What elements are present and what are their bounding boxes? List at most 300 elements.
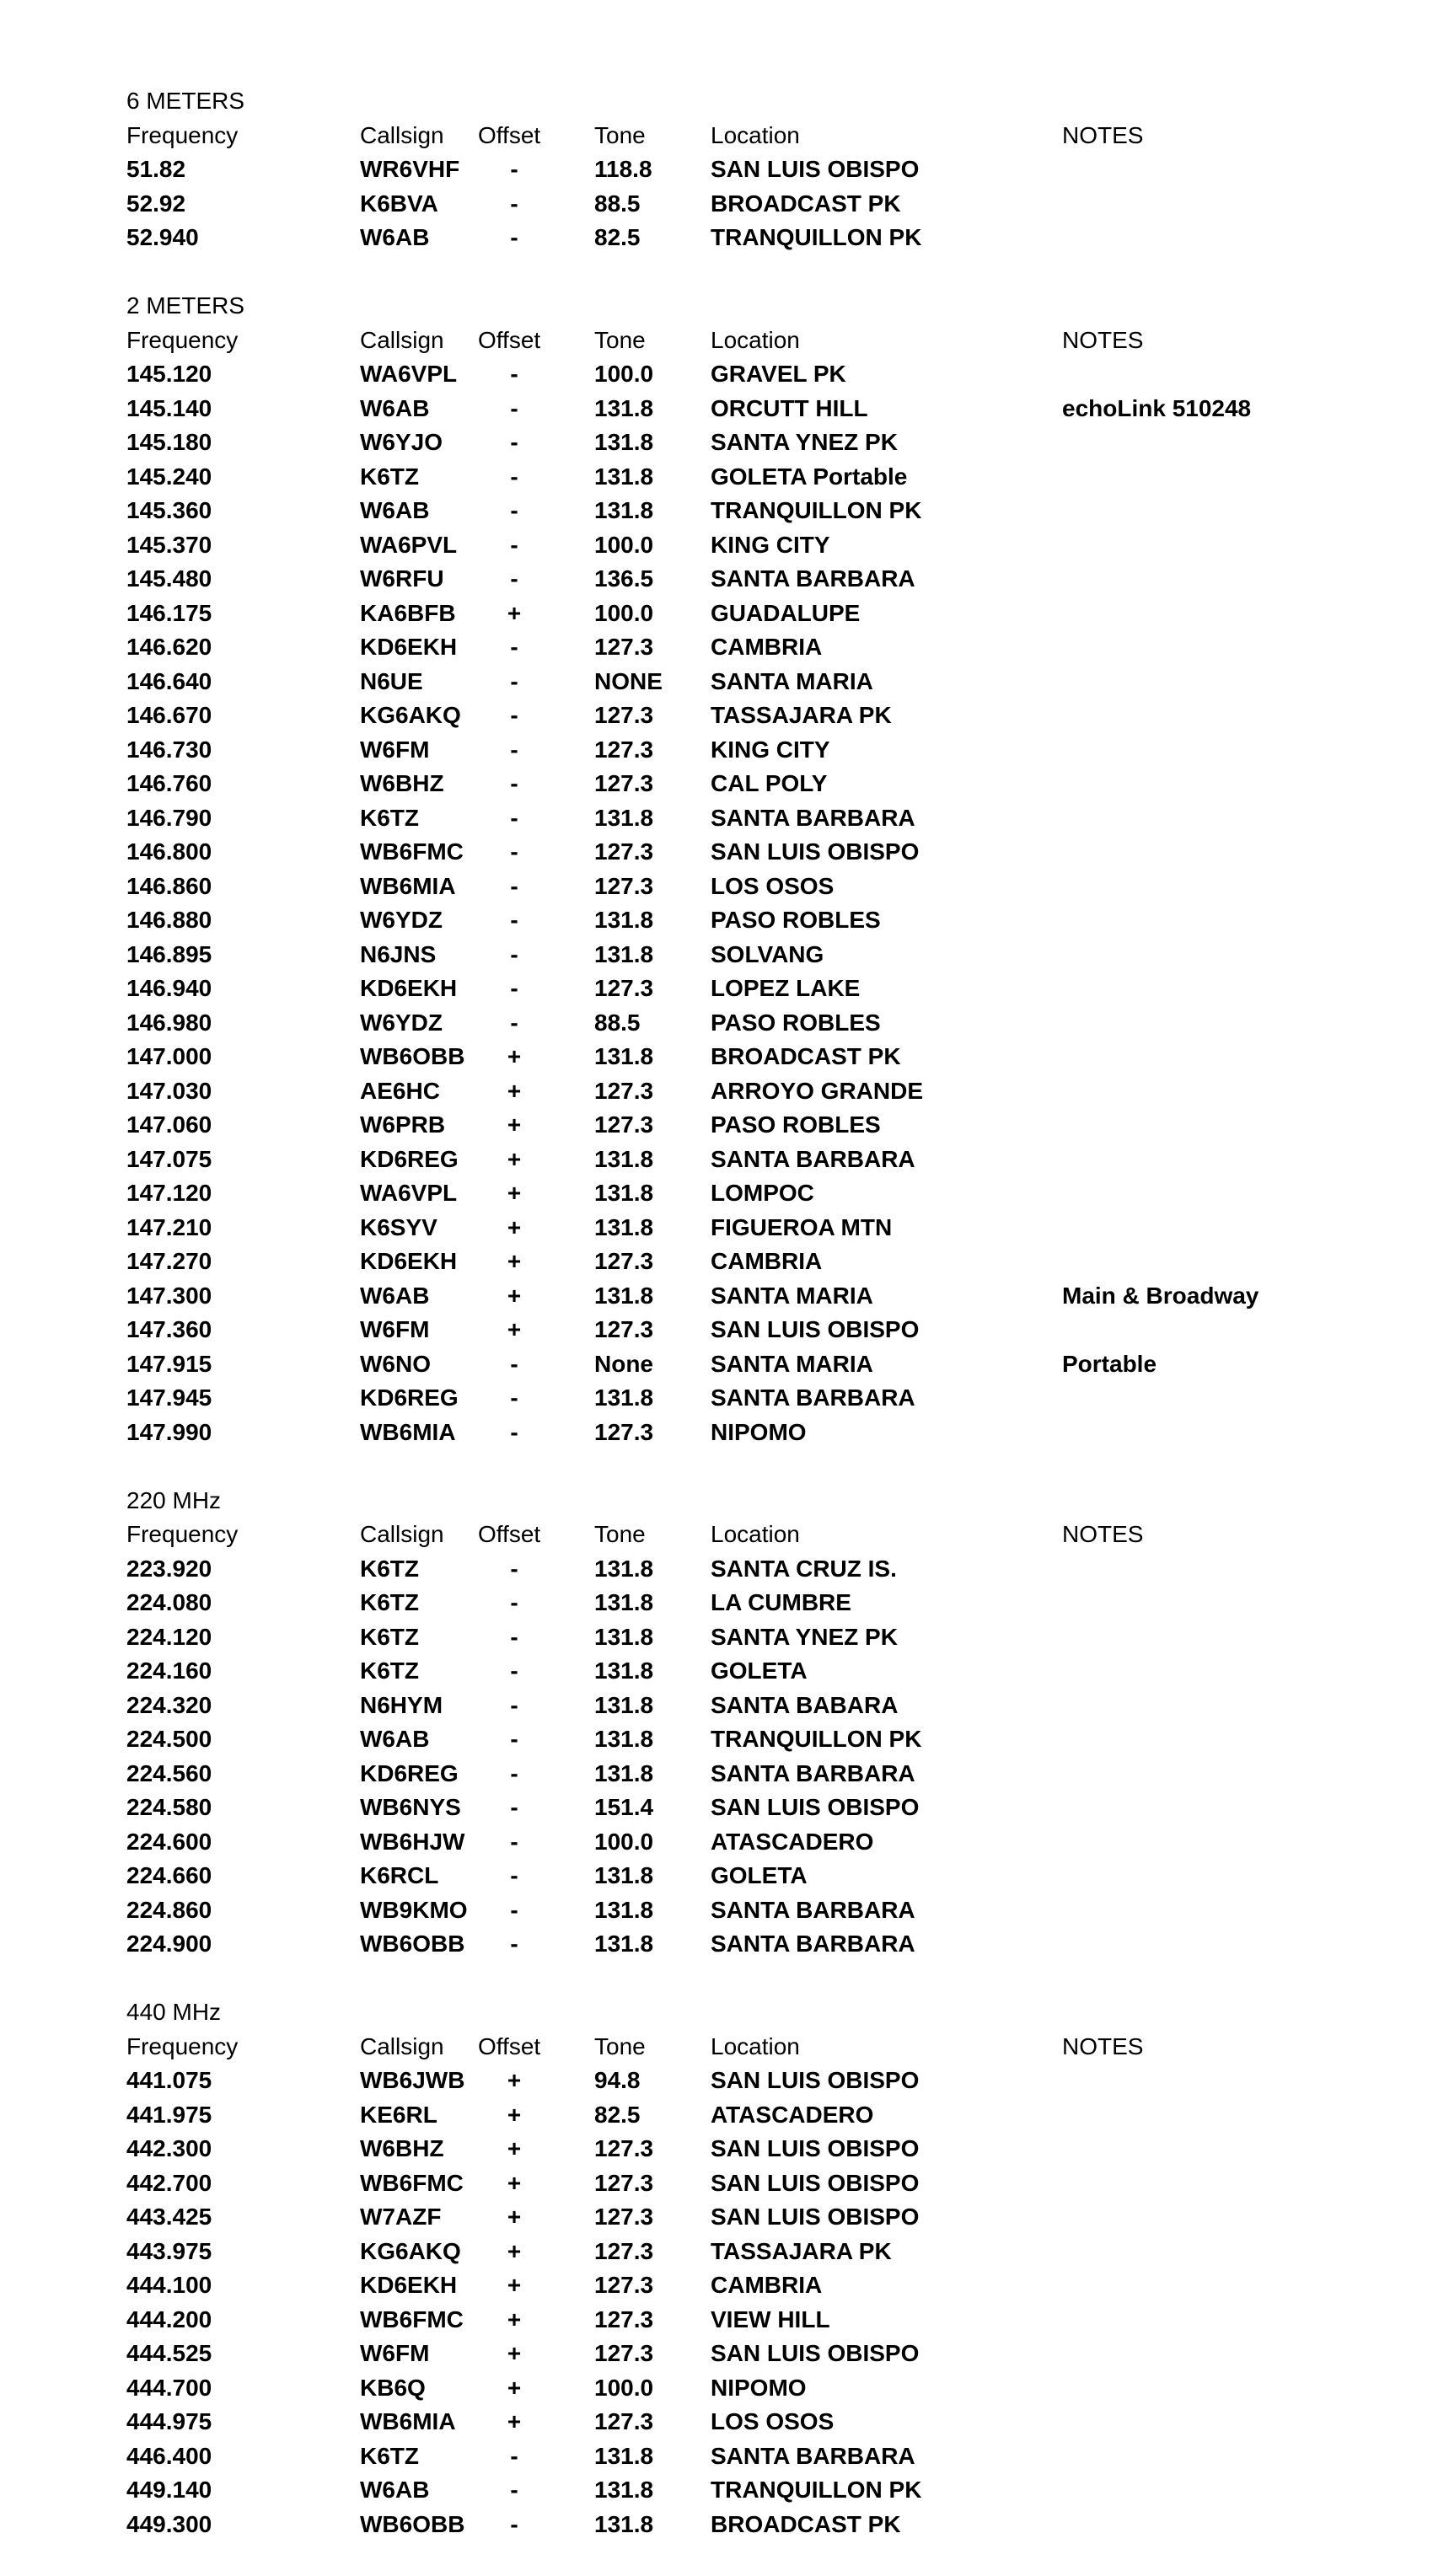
table-row — [126, 1381, 1349, 1416]
cell-location: SANTA BARBARA — [711, 565, 915, 592]
cell-frequency: 146.620 — [126, 634, 212, 660]
cell-callsign: WB6JWB — [360, 2067, 465, 2093]
cell-callsign: KG6AKQ — [360, 702, 461, 728]
cell-tone: 131.8 — [594, 1145, 654, 1172]
table-row — [126, 1620, 1349, 1655]
cell-offset: + — [507, 1213, 522, 1240]
cell-offset: + — [507, 2374, 522, 2401]
cell-callsign: WR6VHF — [360, 156, 460, 182]
table-row — [126, 153, 1349, 187]
cell-callsign: W6RFU — [360, 565, 444, 592]
cell-callsign: KA6BFB — [360, 599, 456, 626]
cell-frequency: 224.860 — [126, 1896, 212, 1923]
cell-frequency: 147.030 — [126, 1077, 212, 1104]
cell-callsign: WB6MIA — [360, 872, 456, 899]
table-row — [126, 2200, 1349, 2235]
table-row — [126, 2268, 1349, 2303]
table-row — [126, 1313, 1349, 1347]
cell-tone: 127.3 — [594, 2169, 654, 2196]
header-callsign: Callsign — [360, 1521, 444, 1547]
cell-offset: - — [510, 1726, 518, 1752]
cell-offset: + — [507, 1282, 522, 1309]
cell-location: SAN LUIS OBISPO — [711, 1316, 920, 1342]
cell-frequency: 147.945 — [126, 1384, 212, 1411]
cell-location: KING CITY — [711, 531, 830, 558]
cell-location: CAMBRIA — [711, 1248, 823, 1274]
repeater-document — [126, 84, 1349, 2576]
cell-offset: - — [510, 224, 518, 250]
cell-offset: + — [507, 2408, 522, 2434]
cell-offset: + — [507, 1111, 522, 1138]
cell-callsign: KB6Q — [360, 2374, 426, 2401]
cell-offset: + — [507, 1077, 522, 1104]
cell-offset: - — [510, 1862, 518, 1888]
table-row — [126, 460, 1349, 495]
table-row — [126, 1757, 1349, 1791]
cell-callsign: W7AZF — [360, 2204, 442, 2230]
cell-frequency: 224.500 — [126, 1726, 212, 1752]
cell-callsign: WB6FMC — [360, 2306, 464, 2332]
table-row — [126, 1416, 1349, 1450]
cell-frequency: 449.140 — [126, 2477, 212, 2503]
cell-tone: 100.0 — [594, 599, 654, 626]
cell-callsign: KD6EKH — [360, 2272, 458, 2298]
cell-callsign: K6TZ — [360, 804, 419, 831]
cell-offset: - — [510, 770, 518, 796]
cell-location: VIEW HILL — [711, 2306, 830, 2332]
table-row — [126, 494, 1349, 528]
cell-callsign: W6AB — [360, 394, 430, 421]
table-row — [126, 562, 1349, 597]
cell-callsign: KD6EKH — [360, 1248, 458, 1274]
cell-offset: + — [507, 599, 522, 626]
cell-tone: 131.8 — [594, 804, 654, 831]
header-location: Location — [711, 2032, 800, 2059]
cell-offset: - — [510, 736, 518, 763]
cell-tone: 151.4 — [594, 1794, 654, 1820]
cell-frequency: 146.940 — [126, 975, 212, 1001]
cell-offset: - — [510, 940, 518, 967]
cell-location: GOLETA — [711, 1862, 808, 1888]
cell-offset: - — [510, 1555, 518, 1582]
cell-tone: 127.3 — [594, 2408, 654, 2434]
cell-tone: 127.3 — [594, 1077, 654, 1104]
cell-callsign: WB6MIA — [360, 2408, 456, 2434]
cell-location: LA CUMBRE — [711, 1589, 851, 1615]
cell-tone: 131.8 — [594, 497, 654, 523]
cell-offset: + — [507, 2101, 522, 2128]
cell-tone: 136.5 — [594, 565, 654, 592]
cell-location: BROADCAST PK — [711, 190, 901, 217]
cell-frequency: 224.560 — [126, 1759, 212, 1786]
cell-callsign: W6BHZ — [360, 770, 444, 796]
cell-offset: + — [507, 2067, 522, 2093]
cell-location: SANTA BARBARA — [711, 1896, 915, 1923]
cell-tone: 127.3 — [594, 2340, 654, 2366]
band-section — [126, 1995, 1349, 2541]
cell-tone: 127.3 — [594, 1316, 654, 1342]
cell-frequency: 146.880 — [126, 907, 212, 933]
cell-frequency: 146.670 — [126, 702, 212, 728]
table-row — [126, 2337, 1349, 2371]
header-notes: NOTES — [1062, 326, 1144, 353]
cell-frequency: 224.160 — [126, 1658, 212, 1684]
cell-tone: 131.8 — [594, 1623, 654, 1650]
cell-callsign: WB6FMC — [360, 2169, 464, 2196]
table-row — [126, 2166, 1349, 2201]
cell-notes: echoLink 510248 — [1062, 394, 1252, 421]
cell-frequency: 444.700 — [126, 2374, 212, 2401]
table-row — [126, 528, 1349, 563]
cell-location: BROADCAST PK — [711, 1043, 901, 1069]
cell-tone: 131.8 — [594, 429, 654, 455]
cell-frequency: 146.980 — [126, 1009, 212, 1036]
cell-frequency: 441.975 — [126, 2101, 212, 2128]
cell-location: LOMPOC — [711, 1180, 814, 1206]
cell-callsign: K6TZ — [360, 1555, 419, 1582]
header-offset: Offset — [478, 121, 541, 148]
cell-frequency: 145.180 — [126, 429, 212, 455]
cell-frequency: 147.000 — [126, 1043, 212, 1069]
cell-location: TRANQUILLON PK — [711, 497, 922, 523]
band-section — [126, 84, 1349, 255]
table-row — [126, 972, 1349, 1006]
cell-callsign: W6FM — [360, 1316, 430, 1342]
cell-callsign: WB6NYS — [360, 1794, 461, 1820]
cell-offset: - — [510, 804, 518, 831]
table-row — [126, 630, 1349, 665]
table-row — [126, 2064, 1349, 2098]
cell-callsign: K6RCL — [360, 1862, 439, 1888]
cell-location: KING CITY — [711, 736, 830, 763]
cell-callsign: WB6MIA — [360, 1418, 456, 1445]
table-row — [126, 2371, 1349, 2406]
table-row — [126, 1552, 1349, 1587]
cell-tone: 100.0 — [594, 2374, 654, 2401]
cell-location: SANTA CRUZ IS. — [711, 1555, 897, 1582]
cell-frequency: 147.075 — [126, 1145, 212, 1172]
cell-frequency: 147.300 — [126, 1282, 212, 1309]
cell-frequency: 224.900 — [126, 1931, 212, 1957]
cell-callsign: KD6EKH — [360, 634, 458, 660]
table-row — [126, 597, 1349, 631]
header-notes: NOTES — [1062, 121, 1144, 148]
cell-location: SANTA BARBARA — [711, 1145, 915, 1172]
cell-tone: 127.3 — [594, 1418, 654, 1445]
cell-offset: - — [510, 497, 518, 523]
table-row — [126, 870, 1349, 904]
cell-callsign: K6BVA — [360, 190, 438, 217]
cell-offset: - — [510, 429, 518, 455]
cell-tone: 127.3 — [594, 634, 654, 660]
cell-location: TRANQUILLON PK — [711, 1726, 922, 1752]
cell-tone: 131.8 — [594, 463, 654, 490]
cell-tone: 127.3 — [594, 1248, 654, 1274]
table-row — [126, 1791, 1349, 1825]
cell-location: SAN LUIS OBISPO — [711, 2169, 920, 2196]
cell-offset: - — [510, 907, 518, 933]
cell-frequency: 146.730 — [126, 736, 212, 763]
cell-location: SANTA MARIA — [711, 667, 873, 694]
cell-tone: 131.8 — [594, 2510, 654, 2537]
cell-frequency: 146.860 — [126, 872, 212, 899]
cell-frequency: 146.760 — [126, 770, 212, 796]
cell-location: SANTA YNEZ PK — [711, 429, 898, 455]
cell-callsign: K6TZ — [360, 1623, 419, 1650]
cell-location: ATASCADERO — [711, 1828, 874, 1855]
cell-frequency: 443.975 — [126, 2237, 212, 2264]
header-offset: Offset — [478, 1521, 541, 1547]
cell-location: SAN LUIS OBISPO — [711, 2204, 920, 2230]
table-row — [126, 1143, 1349, 1177]
cell-callsign: W6PRB — [360, 1111, 446, 1138]
cell-location: CAL POLY — [711, 770, 828, 796]
header-offset: Offset — [478, 326, 541, 353]
cell-tone: 131.8 — [594, 1726, 654, 1752]
table-row — [126, 2098, 1349, 2133]
table-row — [126, 2508, 1349, 2542]
cell-callsign: KD6REG — [360, 1145, 459, 1172]
cell-frequency: 147.915 — [126, 1350, 212, 1377]
cell-offset: + — [507, 1316, 522, 1342]
header-callsign: Callsign — [360, 121, 444, 148]
table-row — [126, 1176, 1349, 1211]
cell-tone: 131.8 — [594, 1180, 654, 1206]
table-row — [126, 1279, 1349, 1314]
cell-callsign: AE6HC — [360, 1077, 440, 1104]
table-row — [126, 1347, 1349, 1382]
cell-frequency: 442.700 — [126, 2169, 212, 2196]
header-notes: NOTES — [1062, 1521, 1144, 1547]
cell-location: PASO ROBLES — [711, 1009, 881, 1036]
cell-location: ORCUTT HILL — [711, 394, 868, 421]
table-row — [126, 1654, 1349, 1689]
section-title: 2 METERS — [126, 292, 245, 319]
cell-tone: 131.8 — [594, 1759, 654, 1786]
cell-callsign: K6TZ — [360, 463, 419, 490]
cell-callsign: W6AB — [360, 2477, 430, 2503]
cell-location: SAN LUIS OBISPO — [711, 2067, 920, 2093]
table-row — [126, 1108, 1349, 1143]
cell-tone: 127.3 — [594, 2306, 654, 2332]
cell-location: TASSAJARA PK — [711, 702, 892, 728]
cell-callsign: KG6AKQ — [360, 2237, 461, 2264]
cell-callsign: WB6HJW — [360, 1828, 465, 1855]
cell-location: CAMBRIA — [711, 2272, 823, 2298]
table-row — [126, 2235, 1349, 2269]
header-tone: Tone — [594, 121, 646, 148]
cell-tone: 131.8 — [594, 1589, 654, 1615]
section-title: 220 MHz — [126, 1486, 222, 1513]
cell-tone: 127.3 — [594, 2204, 654, 2230]
cell-tone: 131.8 — [594, 940, 654, 967]
cell-location: SAN LUIS OBISPO — [711, 156, 920, 182]
cell-offset: + — [507, 1145, 522, 1172]
cell-tone: 131.8 — [594, 1384, 654, 1411]
table-row — [126, 835, 1349, 870]
cell-tone: 131.8 — [594, 1896, 654, 1923]
cell-offset: - — [510, 1759, 518, 1786]
cell-callsign: WA6PVL — [360, 531, 458, 558]
cell-frequency: 449.300 — [126, 2510, 212, 2537]
cell-tone: 127.3 — [594, 1111, 654, 1138]
cell-tone: 94.8 — [594, 2067, 641, 2093]
cell-frequency: 224.600 — [126, 1828, 212, 1855]
cell-offset: - — [510, 1931, 518, 1957]
cell-callsign: WB6OBB — [360, 1043, 465, 1069]
cell-callsign: W6FM — [360, 2340, 430, 2366]
cell-offset: - — [510, 1589, 518, 1615]
cell-frequency: 444.975 — [126, 2408, 212, 2434]
cell-tone: 131.8 — [594, 1931, 654, 1957]
cell-callsign: W6AB — [360, 497, 430, 523]
cell-offset: + — [507, 2204, 522, 2230]
cell-location: LOPEZ LAKE — [711, 975, 861, 1001]
cell-frequency: 224.120 — [126, 1623, 212, 1650]
cell-location: ARROYO GRANDE — [711, 1077, 924, 1104]
section-title: 6 METERS — [126, 88, 245, 114]
cell-tone: NONE — [594, 667, 663, 694]
cell-frequency: 446.400 — [126, 2442, 212, 2469]
cell-frequency: 147.270 — [126, 1248, 212, 1274]
cell-callsign: W6YJO — [360, 429, 443, 455]
cell-callsign: N6HYM — [360, 1691, 443, 1718]
cell-location: GOLETA — [711, 1658, 808, 1684]
cell-location: BROADCAST PK — [711, 2510, 901, 2537]
cell-callsign: W6AB — [360, 1282, 430, 1309]
cell-tone: 82.5 — [594, 224, 641, 250]
header-frequency: Frequency — [126, 121, 239, 148]
cell-frequency: 147.210 — [126, 1213, 212, 1240]
cell-frequency: 145.480 — [126, 565, 212, 592]
cell-frequency: 146.640 — [126, 667, 212, 694]
cell-location: CAMBRIA — [711, 634, 823, 660]
cell-tone: 100.0 — [594, 361, 654, 387]
cell-location: SANTA BARBARA — [711, 1759, 915, 1786]
cell-tone: None — [594, 1350, 653, 1377]
cell-frequency: 224.660 — [126, 1862, 212, 1888]
cell-location: LOS OSOS — [711, 872, 835, 899]
cell-callsign: K6TZ — [360, 1589, 419, 1615]
table-header-row — [126, 119, 1349, 153]
cell-tone: 82.5 — [594, 2101, 641, 2128]
table-row — [126, 2303, 1349, 2338]
cell-offset: + — [507, 1248, 522, 1274]
cell-location: TRANQUILLON PK — [711, 224, 922, 250]
cell-offset: + — [507, 1180, 522, 1206]
cell-callsign: KD6EKH — [360, 975, 458, 1001]
table-row — [126, 1893, 1349, 1928]
cell-tone: 131.8 — [594, 1213, 654, 1240]
cell-offset: - — [510, 463, 518, 490]
table-row — [126, 1006, 1349, 1041]
cell-offset: - — [510, 394, 518, 421]
cell-location: NIPOMO — [711, 1418, 807, 1445]
cell-tone: 131.8 — [594, 1658, 654, 1684]
table-row — [126, 1825, 1349, 1860]
cell-tone: 127.3 — [594, 2135, 654, 2161]
band-section — [126, 289, 1349, 1449]
cell-frequency: 145.120 — [126, 361, 212, 387]
cell-callsign: W6NO — [360, 1350, 431, 1377]
cell-location: PASO ROBLES — [711, 907, 881, 933]
cell-frequency: 145.370 — [126, 531, 212, 558]
cell-location: FIGUEROA MTN — [711, 1213, 893, 1240]
header-frequency: Frequency — [126, 326, 239, 353]
cell-offset: + — [507, 1043, 522, 1069]
cell-offset: - — [510, 702, 518, 728]
cell-tone: 131.8 — [594, 907, 654, 933]
cell-offset: - — [510, 565, 518, 592]
cell-tone: 88.5 — [594, 1009, 641, 1036]
cell-tone: 127.3 — [594, 736, 654, 763]
header-location: Location — [711, 1521, 800, 1547]
cell-callsign: W6BHZ — [360, 2135, 444, 2161]
table-row — [126, 2439, 1349, 2474]
table-row — [126, 801, 1349, 836]
cell-frequency: 441.075 — [126, 2067, 212, 2093]
cell-location: SANTA MARIA — [711, 1350, 873, 1377]
cell-offset: + — [507, 2272, 522, 2298]
table-row — [126, 1722, 1349, 1757]
cell-location: SANTA MARIA — [711, 1282, 873, 1309]
cell-frequency: 52.940 — [126, 224, 199, 250]
cell-offset: + — [507, 2237, 522, 2264]
table-row — [126, 187, 1349, 222]
cell-frequency: 145.360 — [126, 497, 212, 523]
cell-location: GOLETA Portable — [711, 463, 908, 490]
header-callsign: Callsign — [360, 2032, 444, 2059]
cell-tone: 131.8 — [594, 1555, 654, 1582]
cell-location: LOS OSOS — [711, 2408, 835, 2434]
cell-frequency: 442.300 — [126, 2135, 212, 2161]
header-tone: Tone — [594, 2032, 646, 2059]
cell-callsign: KE6RL — [360, 2101, 437, 2128]
cell-frequency: 224.320 — [126, 1691, 212, 1718]
table-row — [126, 733, 1349, 768]
cell-tone: 131.8 — [594, 2442, 654, 2469]
cell-tone: 88.5 — [594, 190, 641, 217]
cell-tone: 131.8 — [594, 1691, 654, 1718]
header-tone: Tone — [594, 326, 646, 353]
cell-callsign: K6SYV — [360, 1213, 437, 1240]
cell-location: SAN LUIS OBISPO — [711, 2340, 920, 2366]
header-notes: NOTES — [1062, 2032, 1144, 2059]
cell-callsign: W6YDZ — [360, 1009, 443, 1036]
cell-tone: 127.3 — [594, 2237, 654, 2264]
cell-location: GRAVEL PK — [711, 361, 846, 387]
cell-tone: 131.8 — [594, 1862, 654, 1888]
table-row — [126, 392, 1349, 426]
table-row — [126, 426, 1349, 460]
cell-tone: 100.0 — [594, 1828, 654, 1855]
cell-offset: - — [510, 1009, 518, 1036]
cell-tone: 131.8 — [594, 2477, 654, 2503]
cell-offset: - — [510, 1691, 518, 1718]
cell-location: SOLVANG — [711, 940, 824, 967]
cell-callsign: WB6OBB — [360, 1931, 465, 1957]
cell-callsign: W6FM — [360, 736, 430, 763]
cell-callsign: W6AB — [360, 1726, 430, 1752]
cell-callsign: WB9KMO — [360, 1896, 468, 1923]
cell-frequency: 146.800 — [126, 838, 212, 865]
cell-callsign: KD6REG — [360, 1384, 459, 1411]
cell-location: SANTA BARBARA — [711, 1384, 915, 1411]
cell-offset: - — [510, 872, 518, 899]
cell-offset: - — [510, 2477, 518, 2503]
table-row — [126, 221, 1349, 255]
cell-callsign: W6YDZ — [360, 907, 443, 933]
